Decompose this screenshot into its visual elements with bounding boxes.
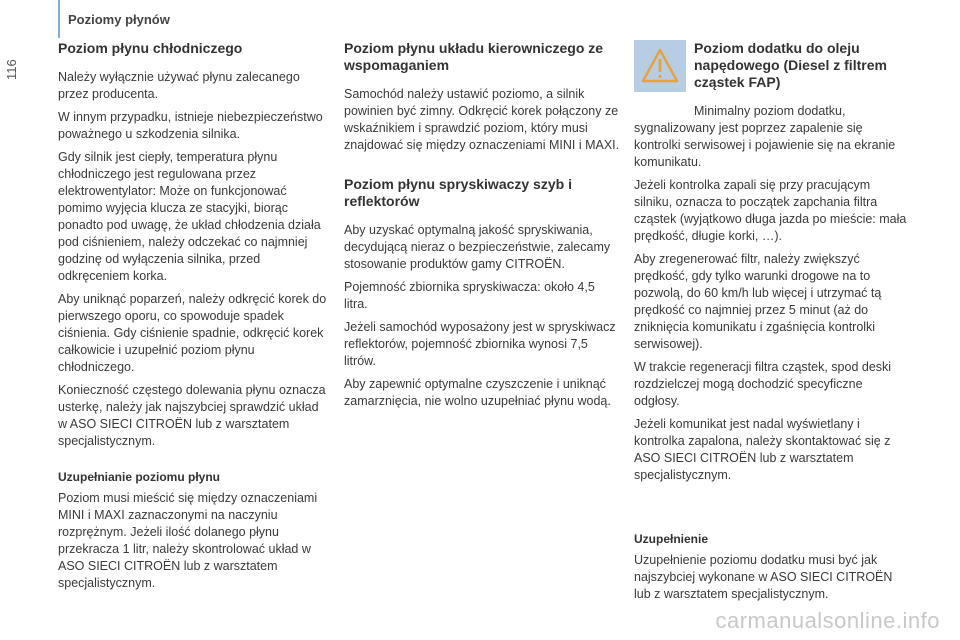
- steering-title: Poziom płynu układu kierowniczego ze wspomaganiem: [344, 40, 604, 73]
- coolant-refill-paragraph: Poziom musi mieścić się między oznaczeniami MINI i MAXI zaznaczonymi na naczyniu rozprężnym. Jeżeli ilość dolanego płynu przekracza 1 litr, należy skontrolować układ w ASO SIECI CITROËN lub z warsztatem specjalistycznym.: [58, 491, 318, 590]
- header-accent-bar: [58, 0, 60, 38]
- coolant-paragraph: Aby uniknąć poparzeń, należy odkręcić korek do pierwszego oporu, co spowoduje spadek ciśnienia. Gdy ciśnienie spadnie, odkręcić korek całkowicie i uzupełnić poziom płynu chłodniczego.: [58, 292, 327, 374]
- coolant-section: [58, 40, 330, 598]
- additive-title: Poziom dodatku do oleju napędowego (Diesel z filtrem cząstek FAP): [694, 40, 887, 90]
- additive-section: [634, 40, 910, 609]
- washer-paragraph: Aby zapewnić optymalne czyszczenie i uniknąć zamarznięcia, nie wolno uzupełniać płynu wodą.: [344, 377, 611, 408]
- steering-paragraph: Samochód należy ustawić poziomo, a silnik powinien być zimny. Odkręcić korek połączony ze wskaźnikiem i sprawdzić poziom, który musi znajdować się między oznaczeniami MINI i MAXI.: [344, 87, 620, 152]
- additive-refill-paragraph: Uzupełnienie poziomu dodatku musi być jak najszybciej wykonane w ASO SIECI CITROËN lub z warsztatem specjalistycznym.: [634, 553, 893, 601]
- warning-triangle-icon: [640, 46, 680, 86]
- washer-title: Poziom płynu spryskiwaczy szyb i reflektorów: [344, 176, 572, 209]
- warning-box: [634, 40, 686, 92]
- washer-paragraph: Jeżeli samochód wyposażony jest w spryskiwacz reflektorów, pojemność zbiornika wynosi 7,5 litrów.: [344, 320, 616, 368]
- additive-paragraph: Minimalny poziom dodatku, sygnalizowany jest poprzez zapalenie się kontrolki serwisowej i pojawienie się na ekranie komunikatu.: [634, 104, 896, 169]
- coolant-paragraph: Konieczność częstego dolewania płynu oznacza usterkę, należy jak najszybciej sprawdzić układ w ASO SIECI CITROËN lub z warsztatem specjalistycznym.: [58, 383, 326, 448]
- washer-paragraph: Aby uzyskać optymalną jakość spryskiwania, decydującą nieraz o bezpieczeństwie, zalecamy stosowanie produktów gamy CITROËN.: [344, 223, 611, 271]
- coolant-paragraph: W innym przypadku, istnieje niebezpieczeństwo poważnego u szkodzenia silnika.: [58, 110, 323, 141]
- coolant-paragraph: Należy wyłącznie używać płynu zalecanego przez producenta.: [58, 70, 300, 101]
- additive-refill-subheading: Uzupełnienie: [634, 532, 709, 546]
- additive-paragraph: Jeżeli komunikat jest nadal wyświetlany i kontrolka zapalona, należy skontaktować się z ASO SIECI CITROËN lub z warsztatem specjalistycznym.: [634, 417, 891, 482]
- additive-paragraph: W trakcie regeneracji filtra cząstek, spod deski rozdzielczej mogą dochodzić specyficzne odgłosy.: [634, 360, 892, 408]
- coolant-refill-subheading: Uzupełnianie poziomu płynu: [58, 470, 220, 484]
- section-header-title: Poziomy płynów: [68, 12, 170, 27]
- additive-paragraph: Aby zregenerować filtr, należy zwiększyć prędkość, gdy tylko warunki drogowe na to pozwolą, do 60 km/h lub więcej i utrzymać tą prędkość co najmniej przez 5 minut (aż do zniknięcia komunikatu i zgaśnięcia kontrolki serwisowej).: [634, 252, 882, 351]
- coolant-paragraph: Gdy silnik jest ciepły, temperatura płynu chłodniczego jest regulowana przez elektrowentylator: Może on funkcjonować pomimo wyjęcia klucza ze stacyjki, biorąc ponadto pod uwagę, że układ chłodzenia działa pod ciśnieniem, należy odczekać co najmniej godzinę od wyłączenia silnika, przed odkręceniem korka.: [58, 150, 321, 283]
- coolant-title: Poziom płynu chłodniczego: [58, 40, 243, 56]
- washer-paragraph: Pojemność zbiornika spryskiwacza: około 4,5 litra.: [344, 280, 595, 311]
- steering-washer-section: [344, 40, 620, 416]
- page-number: 116: [4, 59, 19, 80]
- watermark: carmanualsonline.info: [715, 608, 940, 633]
- additive-paragraph: Jeżeli kontrolka zapali się przy pracującym silniku, oznacza to początek zapchania filtra cząstek (wyjątkowo długa jazda po mieście: mała prędkość, długie korki, …).: [634, 178, 907, 243]
